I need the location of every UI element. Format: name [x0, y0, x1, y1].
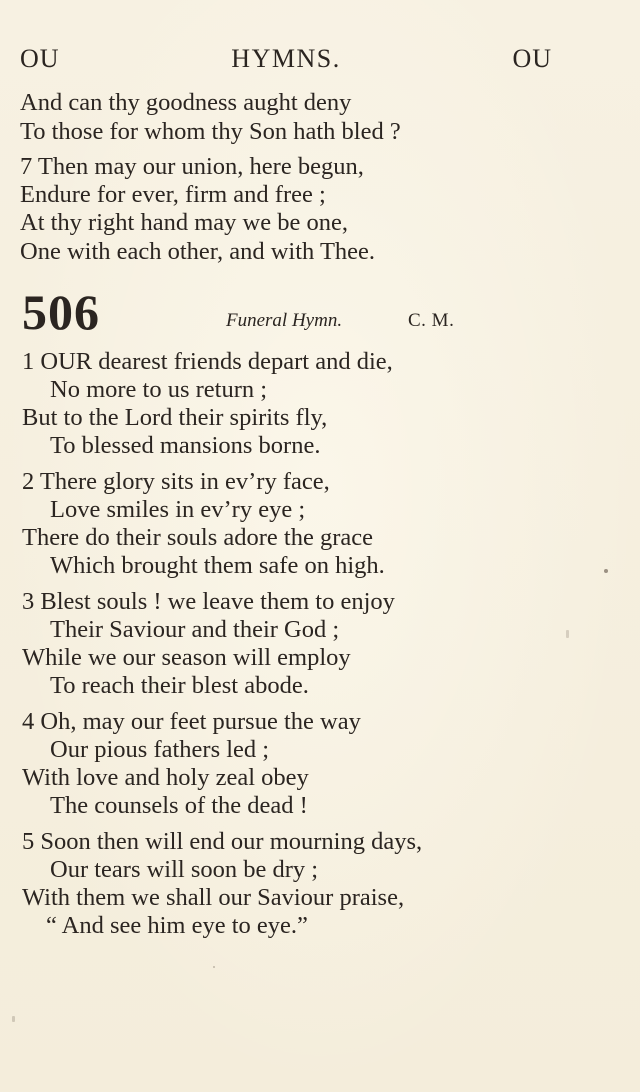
verse-line: Love smiles in ev’ry eye ; — [50, 496, 306, 523]
paper-speck — [604, 569, 608, 573]
verse-line: To blessed mansions borne. — [50, 432, 321, 459]
verse-line: “ And see him eye to eye.” — [46, 912, 308, 939]
verse-line: While we our season will employ — [22, 644, 351, 671]
paper-speck — [566, 630, 569, 638]
running-head — [20, 44, 552, 78]
running-head-left: OU — [20, 44, 60, 73]
verse-line: Which brought them safe on high. — [50, 552, 385, 579]
verse-line: With them we shall our Saviour praise, — [22, 884, 405, 911]
prev-hymn-line: And can thy goodness aught deny — [20, 89, 352, 116]
verse-line: No more to us return ; — [50, 376, 268, 403]
hymn-number: 506 — [22, 284, 100, 340]
prev-hymn-line: To those for whom thy Son hath bled ? — [20, 118, 401, 145]
verse-line: Our pious fathers led ; — [50, 736, 270, 763]
prev-hymn-line: One with each other, and with Thee. — [20, 238, 376, 265]
verse-line: 2 There glory sits in ev’ry face, — [22, 468, 330, 495]
prev-hymn-line: 7 Then may our union, here begun, — [20, 153, 364, 180]
verse-line: 4 Oh, may our feet pursue the way — [22, 708, 361, 735]
paper-speck — [213, 966, 215, 968]
paper-speck — [12, 1016, 15, 1022]
verse-line: The counsels of the dead ! — [50, 792, 308, 819]
running-head-right: OU — [512, 44, 552, 73]
verse-line: 1 OUR dearest friends depart and die, — [22, 348, 393, 375]
hymn-title: Funeral Hymn. — [226, 310, 343, 331]
prev-hymn-line: Endure for ever, firm and free ; — [20, 181, 326, 208]
verse-line: 5 Soon then will end our mourning days, — [22, 828, 423, 855]
verse-line: To reach their blest abode. — [50, 672, 309, 699]
verse-line: But to the Lord their spirits fly, — [22, 404, 328, 431]
running-head-title: HYMNS. — [231, 44, 341, 73]
verse-line: 3 Blest souls ! we leave them to enjoy — [22, 588, 395, 615]
hymn-meter: C. M. — [408, 310, 455, 331]
verse-line: With love and holy zeal obey — [22, 764, 309, 791]
prev-hymn-line: At thy right hand may we be one, — [20, 209, 348, 236]
verse-line: There do their souls adore the grace — [22, 524, 374, 551]
verse-line: Our tears will soon be dry ; — [50, 856, 319, 883]
verse-line: Their Saviour and their God ; — [50, 616, 340, 643]
